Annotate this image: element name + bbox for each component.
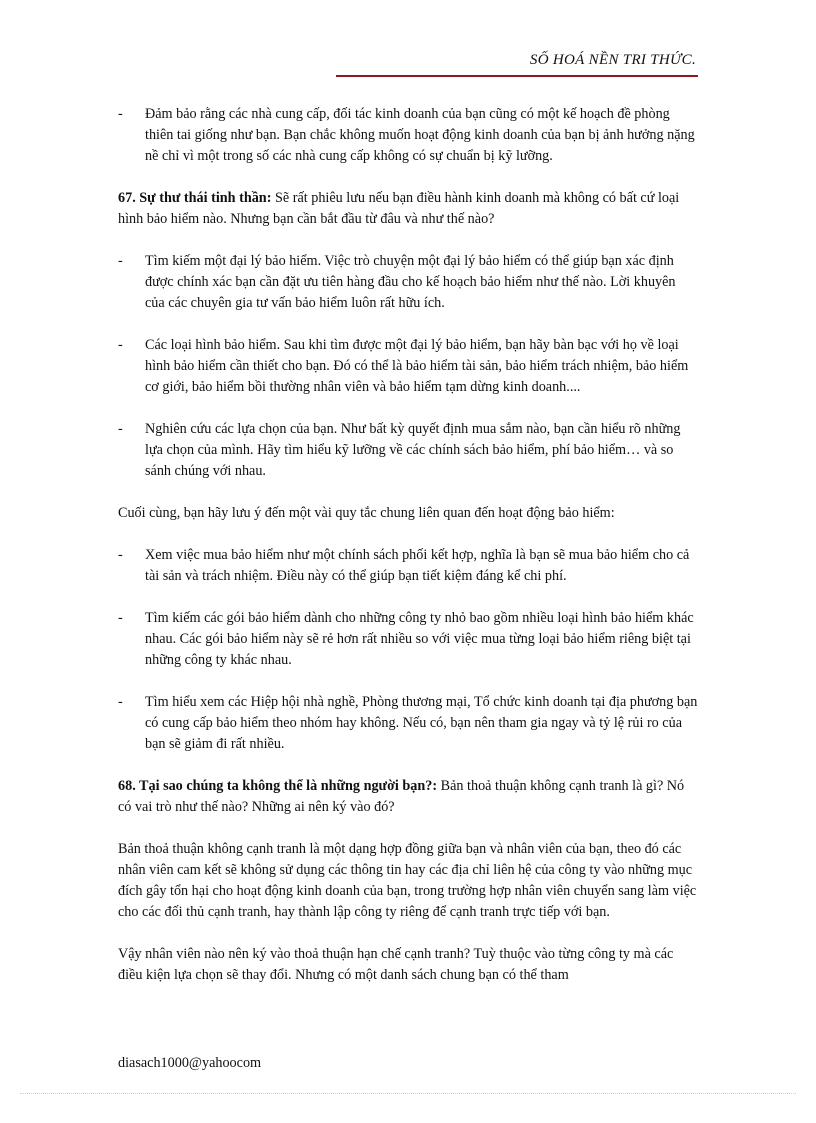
paragraph: Bản thoả thuận không cạnh tranh là một dạng hợp đồng giữa bạn và nhân viên của bạn, theo đó các nhân viên cam kết sẽ không sử dụng các thông tin hay các địa chỉ liên hệ của công ty vào những mục đích gây tổn hại cho hoạt động kinh doanh của bạn, trong trường hợp nhân viên chuyển sang làm việc cho các đối thủ cạnh tranh, hay thành lập công ty riêng để cạnh tranh trực tiếp với bạn. bbox=[118, 841, 697, 920]
running-header: SỐ HOÁ NỀN TRI THỨC. bbox=[529, 52, 696, 68]
bullet-item bbox=[118, 251, 698, 314]
bullet-text: Tìm kiếm các gói bảo hiểm dành cho những công ty nhỏ bao gồm nhiều loại hình bảo hiểm khác nhau. Các gói bảo hiểm này sẽ rẻ hơn rất nhiều so với việc mua từng loại bảo hiểm riêng biệt tại những công ty khác nhau. bbox=[145, 610, 694, 668]
paragraph: Vậy nhân viên nào nên ký vào thoả thuận hạn chế cạnh tranh? Tuỳ thuộc vào từng công ty mà các điều kiện lựa chọn sẽ thay đổi. Nhưng có một danh sách chung bạn có thể tham bbox=[118, 946, 674, 983]
bullet-text: Các loại hình bảo hiểm. Sau khi tìm được một đại lý bảo hiểm, bạn hãy bàn bạc với họ về loại hình bảo hiểm cần thiết cho bạn. Đó có thể là bảo hiểm tài sản, bảo hiểm trách nhiệm, bảo hiểm cơ giới, bảo hiểm bồi thường nhân viên và bảo hiểm tạm dừng kinh doanh.... bbox=[145, 337, 689, 395]
bullet-text: Nghiên cứu các lựa chọn của bạn. Như bất kỳ quyết định mua sắm nào, bạn cần hiểu rõ những lựa chọn của mình. Hãy tìm hiểu kỹ lưỡng về các chính sách bảo hiểm, phí bảo hiểm… và so sánh chúng với nhau. bbox=[145, 421, 681, 479]
bullet-item bbox=[118, 545, 698, 587]
bullet-item bbox=[118, 104, 698, 167]
bullet-marker: - bbox=[118, 610, 123, 626]
header-rule bbox=[336, 75, 698, 77]
bullet-text: Tìm kiếm một đại lý bảo hiểm. Việc trò chuyện một đại lý bảo hiểm có thể giúp bạn xác định được chính xác bạn cần đặt ưu tiên hàng đầu cho kế hoạch bảo hiểm như thế nào. Lời khuyên của các chuyên gia tư vấn bảo hiểm luôn rất hữu ích. bbox=[145, 253, 676, 311]
section-heading: 67. Sự thư thái tinh thần: bbox=[118, 190, 272, 206]
footer-email: diasach1000@yahoocom bbox=[118, 1055, 262, 1071]
bullet-marker: - bbox=[118, 253, 123, 269]
section-67 bbox=[118, 188, 698, 230]
bullet-item bbox=[118, 608, 698, 671]
section-68 bbox=[118, 776, 698, 818]
bullet-text: Đảm bảo rằng các nhà cung cấp, đối tác kinh doanh của bạn cũng có một kế hoạch đề phòng thiên tai giống như bạn. Bạn chắc không muốn hoạt động kinh doanh của bạn bị ảnh hưởng nặng nề chỉ vì một trong số các nhà cung cấp không có sự chuẩn bị kỹ lưỡng. bbox=[145, 106, 695, 164]
bullet-item bbox=[118, 419, 698, 482]
bullet-marker: - bbox=[118, 106, 123, 122]
bullet-text: Tìm hiểu xem các Hiệp hội nhà nghề, Phòng thương mại, Tổ chức kinh doanh tại địa phương bạn có cung cấp bảo hiểm theo nhóm hay không. Nếu có, bạn nên tham gia ngay và tỷ lệ rủi ro của bạn sẽ giảm đi rất nhiều. bbox=[145, 694, 698, 752]
bullet-marker: - bbox=[118, 337, 123, 353]
bullet-marker: - bbox=[118, 421, 123, 437]
page-bottom-rule bbox=[20, 1093, 796, 1094]
section-text: Bản thoả thuận không cạnh tranh là gì? Nó có vai trò như thế nào? Những ai nên ký vào đó? bbox=[118, 778, 685, 815]
paragraph: Cuối cùng, bạn hãy lưu ý đến một vài quy tắc chung liên quan đến hoạt động bảo hiểm: bbox=[118, 505, 615, 521]
section-heading: 68. Tại sao chúng ta không thể là những người bạn?: bbox=[118, 778, 438, 794]
page-body bbox=[118, 104, 698, 1007]
bullet-marker: - bbox=[118, 694, 123, 710]
bullet-text: Xem việc mua bảo hiểm như một chính sách phối kết hợp, nghĩa là bạn sẽ mua bảo hiểm cho cả tài sản và trách nhiệm. Điều này có thể giúp bạn tiết kiệm đáng kể chi phí. bbox=[145, 547, 690, 584]
bullet-marker: - bbox=[118, 547, 123, 563]
section-text: Sẽ rất phiêu lưu nếu bạn điều hành kinh doanh mà không có bất cứ loại hình bảo hiểm nào. Nhưng bạn cần bắt đầu từ đâu và như thế nào? bbox=[118, 190, 680, 227]
bullet-item bbox=[118, 335, 698, 398]
bullet-item bbox=[118, 692, 698, 755]
